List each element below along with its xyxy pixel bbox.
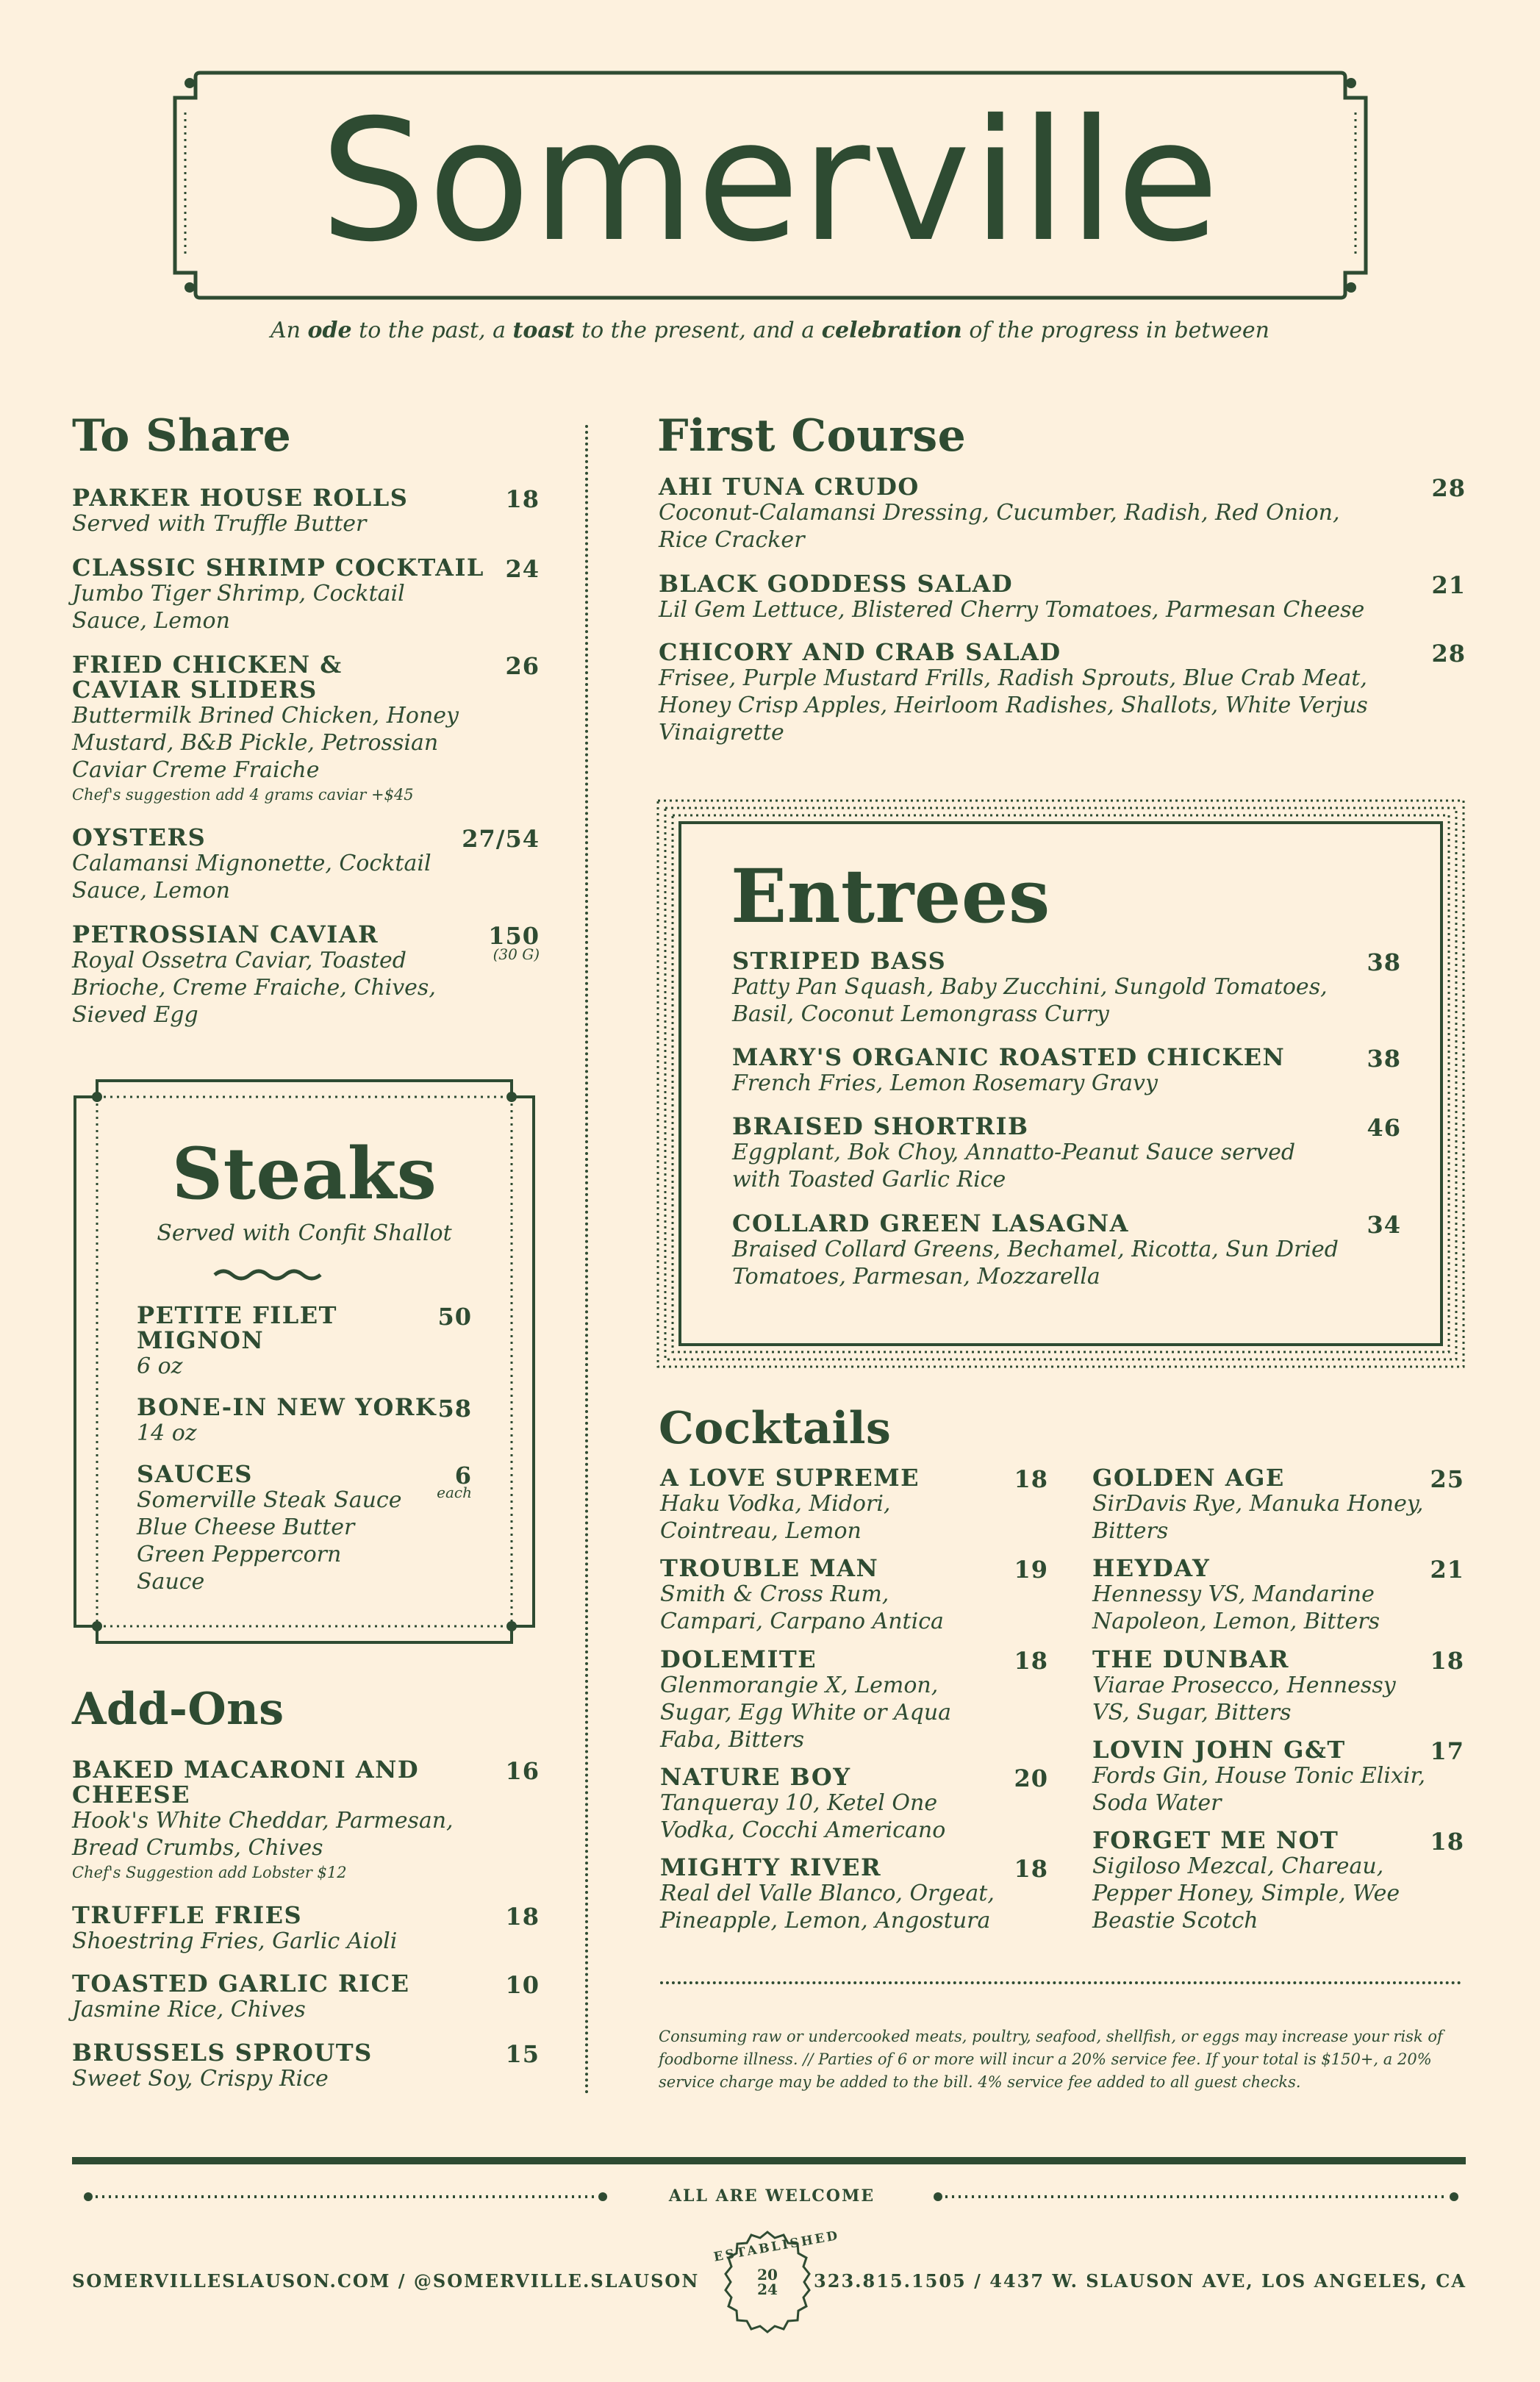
menu-item: LOVIN JOHN G&T 17 Fords Gin, House Tonic Elixir, Soda Water [1092, 1736, 1464, 1816]
footer-contact[interactable]: 323.815.1505 / 4437 W. SLAUSON AVE, LOS ANGELES, CA [814, 2270, 1466, 2292]
menu-item: FORGET ME NOT 18 Sigiloso Mezcal, Chareau, Pepper Honey, Simple, Wee Beastie Scotch [1092, 1826, 1464, 1934]
menu-item: DOLEMITE 18 Glenmorangie X, Lemon, Sugar, Egg White or Aqua Faba, Bitters [660, 1645, 1048, 1753]
menu-item: NATURE BOY 20 Tanqueray 10, Ketel One Vodka, Cocchi Americano [660, 1763, 1048, 1843]
menu-item: TROUBLE MAN 19 Smith & Cross Rum, Campari, Carpano Antica [660, 1554, 1048, 1634]
menu-item: BAKED MACARONI AND CHEESE 16 Hook's White Cheddar, Parmesan, Bread Crumbs, Chives Chef's Suggestion add Lobster $12 [72, 1756, 540, 1881]
menu-item: CHICORY AND CRAB SALAD 28 Frisee, Purple Mustard Frills, Radish Sprouts, Blue Crab Meat, Honey Crisp Apples, Heirloom Radishes, Shallots, White Verjus Vinaigrette [659, 638, 1466, 745]
disclaimer: Consuming raw or undercooked meats, poultry, seafood, shellfish, or eggs may increase your risk of foodborne illness. // Parties of 6 or more will incur a 20% service fee. If your total is $150+, a 20% service charge may be added to the bill. 4% service fee added to all guest checks. [659, 2028, 1443, 2091]
menu-item: PETROSSIAN CAVIAR 150 (30 G) Royal Ossetra Caviar, Toasted Brioche, Creme Fraiche, Chives, Sieved Egg [72, 920, 540, 1028]
menu-item: OYSTERS 27/54 Calamansi Mignonette, Cocktail Sauce, Lemon [72, 823, 540, 904]
cocktails-title: Cocktails [659, 1403, 892, 1454]
menu-item: BRUSSELS SPROUTS 15 Sweet Soy, Crispy Rice [72, 2039, 540, 2092]
steaks-subtitle: Served with Confit Shallot [157, 1220, 452, 1246]
menu-item: TOASTED GARLIC RICE 10 Jasmine Rice, Chives [72, 1970, 540, 2022]
add-ons-title: Add-Ons [72, 1684, 284, 1735]
seal-text: ESTABLISHED [712, 2228, 841, 2265]
menu-item: MIGHTY RIVER 18 Real del Valle Blanco, Orgeat, Pineapple, Lemon, Angostura [660, 1853, 1048, 1934]
menu-item: THE DUNBAR 18 Viarae Prosecco, Hennessy VS, Sugar, Bitters [1092, 1645, 1464, 1725]
established-seal [712, 2228, 841, 2336]
disclaimer-divider [660, 1981, 1461, 1984]
menu-item: MARY'S ORGANIC ROASTED CHICKEN 38 French Fries, Lemon Rosemary Gravy [732, 1043, 1401, 1096]
entrees-title: Entrees [731, 853, 1050, 940]
footer-dotted-line-left [81, 2188, 610, 2206]
menu-item: FRIED CHICKEN & CAVIAR SLIDERS 26 Buttermilk Brined Chicken, Honey Mustard, B&B Pickle, Petrossian Caviar Creme Fraiche Chef's suggestion add 4 grams caviar +$45 [72, 651, 540, 804]
logo-frame [171, 68, 1370, 302]
menu-item: AHI TUNA CRUDO 28 Coconut-Calamansi Dressing, Cucumber, Radish, Red Onion, Rice Cracker [659, 473, 1466, 553]
footer-rule [72, 2157, 1466, 2164]
footer-welcome: ALL ARE WELCOME [668, 2186, 875, 2206]
menu-item: BONE-IN NEW YORK 58 14 oz [137, 1393, 472, 1446]
footer-dotted-line-right [931, 2188, 1461, 2206]
footer-web[interactable]: SOMERVILLESLAUSON.COM / @SOMERVILLE.SLAUSON [72, 2270, 700, 2292]
menu-item: PARKER HOUSE ROLLS 18 Served with Truffle Butter [72, 484, 540, 537]
menu-item: TRUFFLE FRIES 18 Shoestring Fries, Garlic Aioli [72, 1901, 540, 1954]
menu-item: STRIPED BASS 38 Patty Pan Squash, Baby Zucchini, Sungold Tomatoes, Basil, Coconut Lemongrass Curry [732, 947, 1401, 1027]
column-divider [585, 425, 588, 2095]
steaks-title: Steaks [171, 1132, 437, 1215]
menu-item: HEYDAY 21 Hennessy VS, Mandarine Napoleon, Lemon, Bitters [1092, 1554, 1464, 1634]
seal-year: 20 24 [757, 2266, 778, 2298]
menu-item: BRAISED SHORTRIB 46 Eggplant, Bok Choy, Annatto-Peanut Sauce served with Toasted Garlic Rice [732, 1112, 1401, 1192]
menu-item: PETITE FILET MIGNON 50 6 oz [137, 1301, 472, 1379]
to-share-title: To Share [72, 410, 292, 462]
menu-item: BLACK GODDESS SALAD 21 Lil Gem Lettuce, Blistered Cherry Tomatoes, Parmesan Cheese [659, 570, 1466, 623]
logo-wordmark: Somerville [320, 83, 1221, 279]
wave-ornament [215, 1271, 320, 1278]
menu-item: GOLDEN AGE 25 SirDavis Rye, Manuka Honey, Bitters [1092, 1464, 1464, 1544]
first-course-title: First Course [657, 410, 967, 462]
menu-item: CLASSIC SHRIMP COCKTAIL 24 Jumbo Tiger Shrimp, Cocktail Sauce, Lemon [72, 554, 540, 634]
menu-item: COLLARD GREEN LASAGNA 34 Braised Collard Greens, Bechamel, Ricotta, Sun Dried Tomatoes, Parmesan, Mozzarella [732, 1209, 1401, 1290]
tagline: An ode to the past, a toast to the present, and a celebration of the progress in between [271, 318, 1269, 343]
menu-item: A LOVE SUPREME 18 Haku Vodka, Midori, Cointreau, Lemon [660, 1464, 1048, 1544]
menu-item: SAUCES 6 each Somerville Steak Sauce Blue Cheese Butter Green Peppercorn Sauce [137, 1460, 472, 1595]
